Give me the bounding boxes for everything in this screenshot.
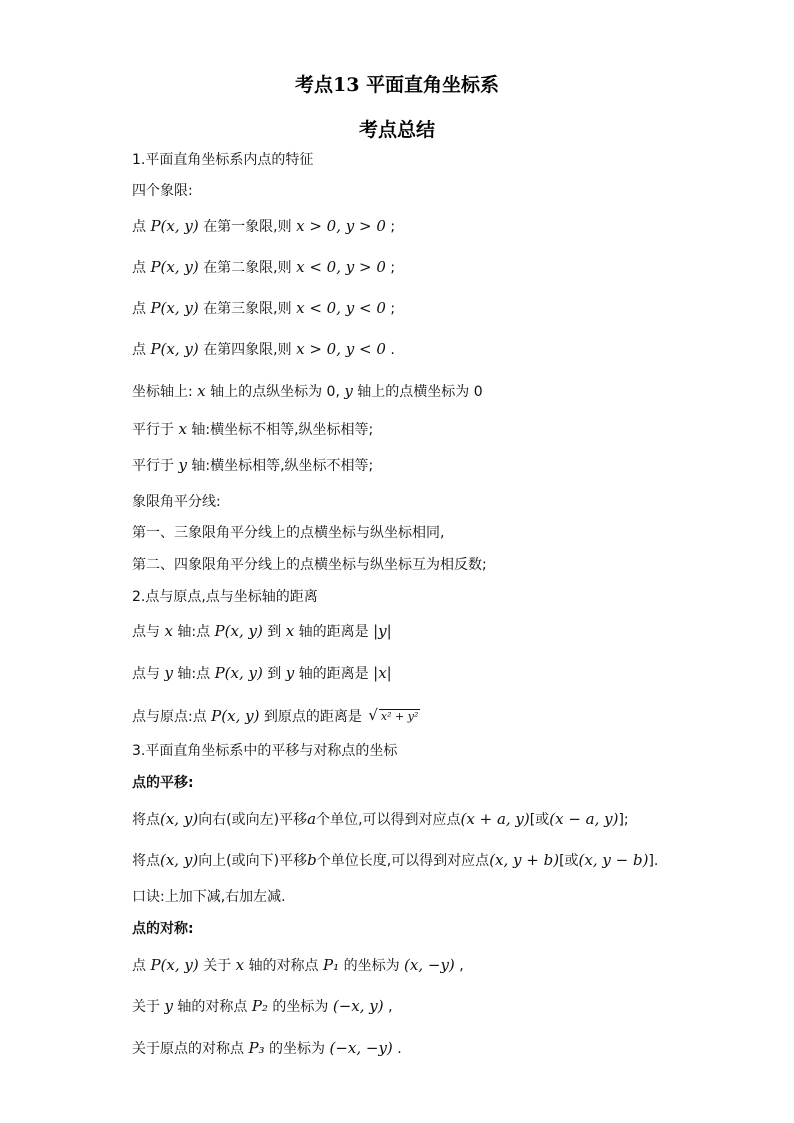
- point-expr: P(x, y): [150, 217, 199, 235]
- result-expr: (x + a, y): [460, 810, 530, 828]
- sqrt-symbol: √: [368, 706, 378, 724]
- text: 点: [132, 260, 146, 276]
- result-expr: (x − a, y): [549, 810, 619, 828]
- point-expr: P(x, y): [214, 664, 263, 682]
- text: 在第四象限,则: [203, 342, 292, 358]
- var: a: [307, 810, 317, 828]
- text: 轴的对称点: [177, 999, 248, 1015]
- bisector-rule-2: 第二、四象限角平分线上的点横坐标与纵坐标互为相反数;: [132, 557, 487, 573]
- abs-expr: |x|: [373, 664, 392, 682]
- text: 轴:点: [177, 624, 211, 640]
- text: 向右(或向左)平移: [198, 812, 308, 828]
- distance-x-rule: [132, 621, 392, 642]
- text: 平行于: [132, 422, 174, 438]
- point-expr: P(x, y): [150, 956, 199, 974]
- quadrant-4-rule: [132, 339, 395, 360]
- var: x: [164, 622, 173, 640]
- text: 点: [132, 301, 146, 317]
- text: 轴的对称点: [248, 958, 319, 974]
- text: 轴:横坐标不相等,纵坐标相等;: [191, 422, 374, 438]
- quadrant-1-rule: [132, 216, 395, 237]
- text: 点与: [132, 666, 160, 682]
- point-expr: (x, y): [160, 851, 199, 869]
- var: y: [164, 664, 173, 682]
- var: x: [197, 382, 206, 400]
- quadrants-label: 四个象限:: [132, 183, 193, 199]
- text: 轴的距离是: [298, 624, 369, 640]
- document-subtitle: 考点总结: [358, 119, 435, 141]
- text: 关于原点的对称点: [132, 1041, 244, 1057]
- section-2-heading: 2.点与原点,点与坐标轴的距离: [132, 589, 318, 605]
- bisector-rule-1: 第一、三象限角平分线上的点横坐标与纵坐标相同,: [132, 525, 445, 541]
- var: x: [285, 622, 295, 640]
- document-title: 考点13 平面直角坐标系: [294, 74, 500, 96]
- text: 轴:点: [177, 666, 211, 682]
- quadrant-3-rule: [132, 298, 395, 319]
- text: ].: [648, 853, 659, 869]
- point-expr: P(x, y): [150, 258, 199, 276]
- text: 将点: [132, 853, 160, 869]
- point-expr: P(x, y): [211, 707, 260, 725]
- distance-y-rule: [132, 663, 392, 684]
- text: 将点: [132, 812, 160, 828]
- symmetry-label: 点的对称:: [132, 921, 194, 937]
- var: x: [178, 420, 187, 438]
- text: 平行于: [132, 458, 174, 474]
- point-expr: P(x, y): [150, 299, 199, 317]
- text: .: [390, 342, 395, 358]
- text: 在第一象限,则: [203, 219, 292, 235]
- var: y: [178, 456, 187, 474]
- point-name: P₃: [248, 1039, 265, 1057]
- text: ;: [390, 260, 396, 276]
- translation-label: 点的平移:: [132, 775, 194, 791]
- text: 轴上的点纵坐标为 0,: [210, 384, 340, 400]
- parallel-y-rule: [132, 455, 373, 476]
- text: [或: [559, 853, 579, 869]
- mnemonic: 口诀:上加下减,右加左减.: [132, 889, 286, 905]
- text: 个单位长度,可以得到对应点: [316, 853, 490, 869]
- text: 关于: [203, 958, 232, 974]
- distance-origin-rule: [132, 705, 420, 727]
- sqrt-expr: [366, 705, 420, 727]
- result-expr: (x, y + b): [489, 851, 560, 869]
- symmetry-origin-rule: [132, 1038, 402, 1059]
- point-name: P₁: [323, 956, 340, 974]
- text: 点: [132, 342, 146, 358]
- section-1-heading: 1.平面直角坐标系内点的特征: [132, 152, 314, 168]
- text: 的坐标为: [269, 1041, 326, 1057]
- symmetry-y-rule: [132, 996, 393, 1017]
- symmetry-x-rule: [132, 955, 464, 976]
- text: 到原点的距离是: [263, 709, 362, 725]
- text: 到: [267, 624, 282, 640]
- condition-expr: x < 0, y > 0: [296, 258, 386, 276]
- translation-rule-horizontal: [132, 809, 629, 830]
- text: 轴的距离是: [298, 666, 369, 682]
- text: ;: [390, 219, 396, 235]
- quadrant-2-rule: [132, 257, 395, 278]
- result-expr: (−x, −y): [329, 1039, 393, 1057]
- point-expr: P(x, y): [214, 622, 263, 640]
- point-expr: (x, y): [160, 810, 199, 828]
- text: 点与: [132, 624, 160, 640]
- text: 个单位,可以得到对应点: [316, 812, 461, 828]
- var: y: [344, 382, 353, 400]
- point-name: P₂: [251, 997, 268, 1015]
- translation-rule-vertical: [132, 850, 658, 871]
- point-expr: P(x, y): [150, 340, 199, 358]
- text: 的坐标为: [343, 958, 400, 974]
- result-expr: (x, −y): [404, 956, 455, 974]
- text: [或: [529, 812, 550, 828]
- var: b: [307, 851, 317, 869]
- abs-expr: |y|: [373, 622, 392, 640]
- result-expr: (−x, y): [332, 997, 384, 1015]
- condition-expr: x < 0, y < 0: [296, 299, 386, 317]
- text: 点: [132, 958, 146, 974]
- var: x: [235, 956, 245, 974]
- section-3-heading: 3.平面直角坐标系中的平移与对称点的坐标: [132, 743, 398, 759]
- bisector-label: 象限角平分线:: [132, 494, 221, 510]
- text: 点与原点:点: [132, 709, 207, 725]
- text: 的坐标为: [272, 999, 329, 1015]
- text: 点: [132, 219, 146, 235]
- text: 关于: [132, 999, 160, 1015]
- var: y: [164, 997, 173, 1015]
- condition-expr: x > 0, y < 0: [296, 340, 386, 358]
- text: 轴:横坐标相等,纵坐标不相等;: [191, 458, 374, 474]
- var: y: [285, 664, 295, 682]
- text: ,: [459, 958, 464, 974]
- condition-expr: x > 0, y > 0: [296, 217, 386, 235]
- text: 在第二象限,则: [203, 260, 292, 276]
- text: 向上(或向下)平移: [198, 853, 308, 869]
- text: .: [397, 1041, 402, 1057]
- text: 到: [267, 666, 282, 682]
- parallel-x-rule: [132, 419, 373, 440]
- text: ];: [618, 812, 629, 828]
- text: ;: [390, 301, 396, 317]
- axis-rule: [132, 381, 483, 402]
- text: 轴上的点横坐标为 0: [357, 384, 483, 400]
- result-expr: (x, y − b): [578, 851, 649, 869]
- text: ,: [388, 999, 393, 1015]
- radicand: x² + y²: [380, 710, 419, 723]
- text: 坐标轴上:: [132, 384, 193, 400]
- text: 在第三象限,则: [203, 301, 292, 317]
